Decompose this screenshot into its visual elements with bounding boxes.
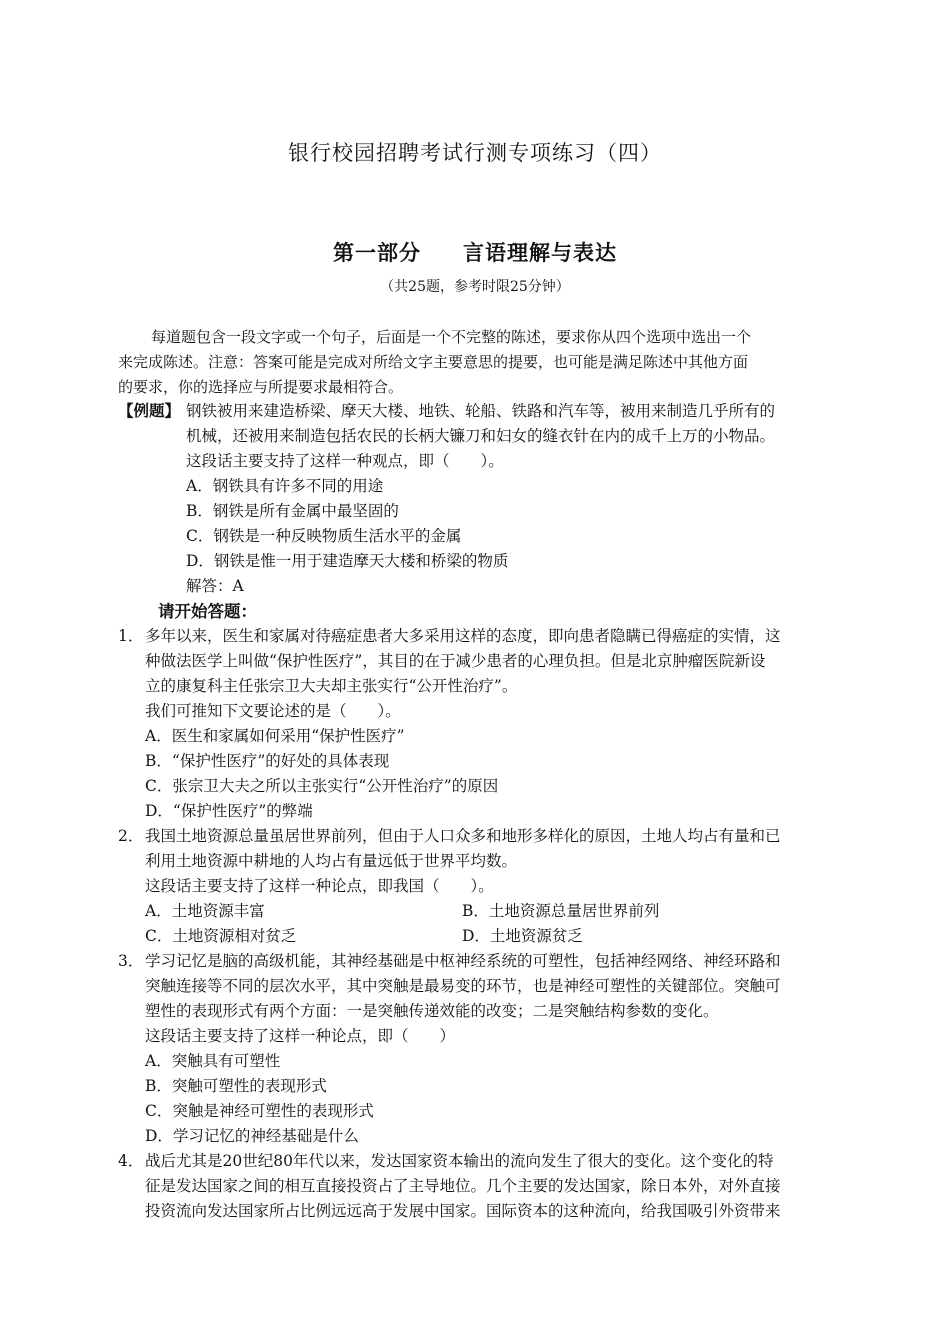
option-a: A．医生和家属如何采用“保护性医疗” — [145, 727, 405, 745]
question-line: 多年以来，医生和家属对待癌症患者大多采用这样的态度，即向患者隐瞒已得癌症的实情，这 — [145, 627, 781, 645]
question-line: 战后尤其是20世纪80年代以来，发达国家资本输出的流向发生了很大的变化。这个变化的特 — [145, 1152, 774, 1170]
option-d: D．学习记忆的神经基础是什么 — [145, 1127, 359, 1145]
instruction-line: 每道题包含一段文字或一个句子，后面是一个不完整的陈述，要求你从四个选项中选出一个 — [151, 328, 752, 346]
option-b: B．突触可塑性的表现形式 — [145, 1077, 327, 1095]
example-option-c: C．钢铁是一种反映物质生活水平的金属 — [186, 527, 462, 545]
option-d: D．土地资源贫乏 — [462, 927, 583, 945]
question-prompt: 这段话主要支持了这样一种论点，即（ ） — [145, 1027, 456, 1045]
question-prompt: 我们可推知下文要论述的是（ ）。 — [145, 702, 401, 720]
example-option-a: A．钢铁具有许多不同的用途 — [186, 477, 384, 495]
option-d: D．“保护性医疗”的弊端 — [145, 802, 313, 820]
start-heading: 请开始答题： — [158, 602, 257, 621]
option-a: A．突触具有可塑性 — [145, 1052, 281, 1070]
example-label: 【例题】 — [118, 402, 181, 420]
question-line: 我国土地资源总量虽居世界前列，但由于人口众多和地形多样化的原因，土地人均占有量和已 — [145, 827, 781, 845]
option-c: C．张宗卫大夫之所以主张实行“公开性治疗”的原因 — [145, 777, 499, 795]
example-line: 这段话主要支持了这样一种观点，即（ ）。 — [186, 452, 504, 470]
time-limit-note: （共25题，参考时限25分钟） — [380, 279, 570, 295]
question-line: 塑性的表现形式有两个方面：一是突触传递效能的改变；二是突触结构参数的变化。 — [145, 1002, 719, 1020]
question-line: 投资流向发达国家所占比例远远高于发展中国家。国际资本的这种流向，给我国吸引外资带来 — [145, 1202, 781, 1220]
example-option-d: D．钢铁是惟一用于建造摩天大楼和桥梁的物质 — [186, 552, 509, 570]
option-c: C．土地资源相对贫乏 — [145, 927, 297, 945]
option-b: B．“保护性医疗”的好处的具体表现 — [145, 752, 390, 770]
part-name: 第一部分 — [333, 241, 421, 265]
example-line: 钢铁被用来建造桥梁、摩天大楼、地铁、轮船、铁路和汽车等，被用来制造几乎所有的 — [186, 402, 776, 420]
question-line: 学习记忆是脑的高级机能，其神经基础是中枢神经系统的可塑性，包括神经网络、神经环路和 — [145, 952, 781, 970]
question-line: 利用土地资源中耕地的人均占有量远低于世界平均数。 — [145, 852, 518, 870]
option-b: B．土地资源总量居世界前列 — [462, 902, 660, 920]
question-number: 3． — [118, 952, 144, 970]
option-a: A．土地资源丰富 — [145, 902, 265, 920]
question-line: 立的康复科主任张宗卫大夫却主张实行“公开性治疗”。 — [145, 677, 518, 695]
option-c: C．突触是神经可塑性的表现形式 — [145, 1102, 374, 1120]
instruction-line: 来完成陈述。注意：答案可能是完成对所给文字主要意思的提要，也可能是满足陈述中其他方面 — [118, 353, 749, 371]
question-line: 突触连接等不同的层次水平，其中突触是最易变的环节，也是神经可塑性的关键部位。突触可 — [145, 977, 781, 995]
question-line: 种做法医学上叫做“保护性医疗”，其目的在于减少患者的心理负担。但是北京肿瘤医院新设 — [145, 652, 766, 670]
question-line: 征是发达国家之间的相互直接投资占了主导地位。几个主要的发达国家，除日本外，对外直接 — [145, 1177, 781, 1195]
question-number: 2． — [118, 827, 144, 845]
question-number: 4． — [118, 1152, 144, 1170]
question-prompt: 这段话主要支持了这样一种论点，即我国（ ）。 — [145, 877, 494, 895]
example-line: 机械，还被用来制造包括农民的长柄大镰刀和妇女的缝衣针在内的成千上万的小物品。 — [186, 427, 776, 445]
instruction-line: 的要求，你的选择应与所提要求最相符合。 — [118, 378, 404, 396]
question-number: 1． — [118, 627, 144, 645]
part-subject: 言语理解与表达 — [463, 241, 617, 265]
part-heading — [0, 237, 950, 267]
example-option-b: B．钢铁是所有金属中最坚固的 — [186, 502, 399, 520]
example-answer: 解答：A — [186, 577, 244, 595]
document-title: 银行校园招聘考试行测专项练习（四） — [288, 141, 662, 165]
